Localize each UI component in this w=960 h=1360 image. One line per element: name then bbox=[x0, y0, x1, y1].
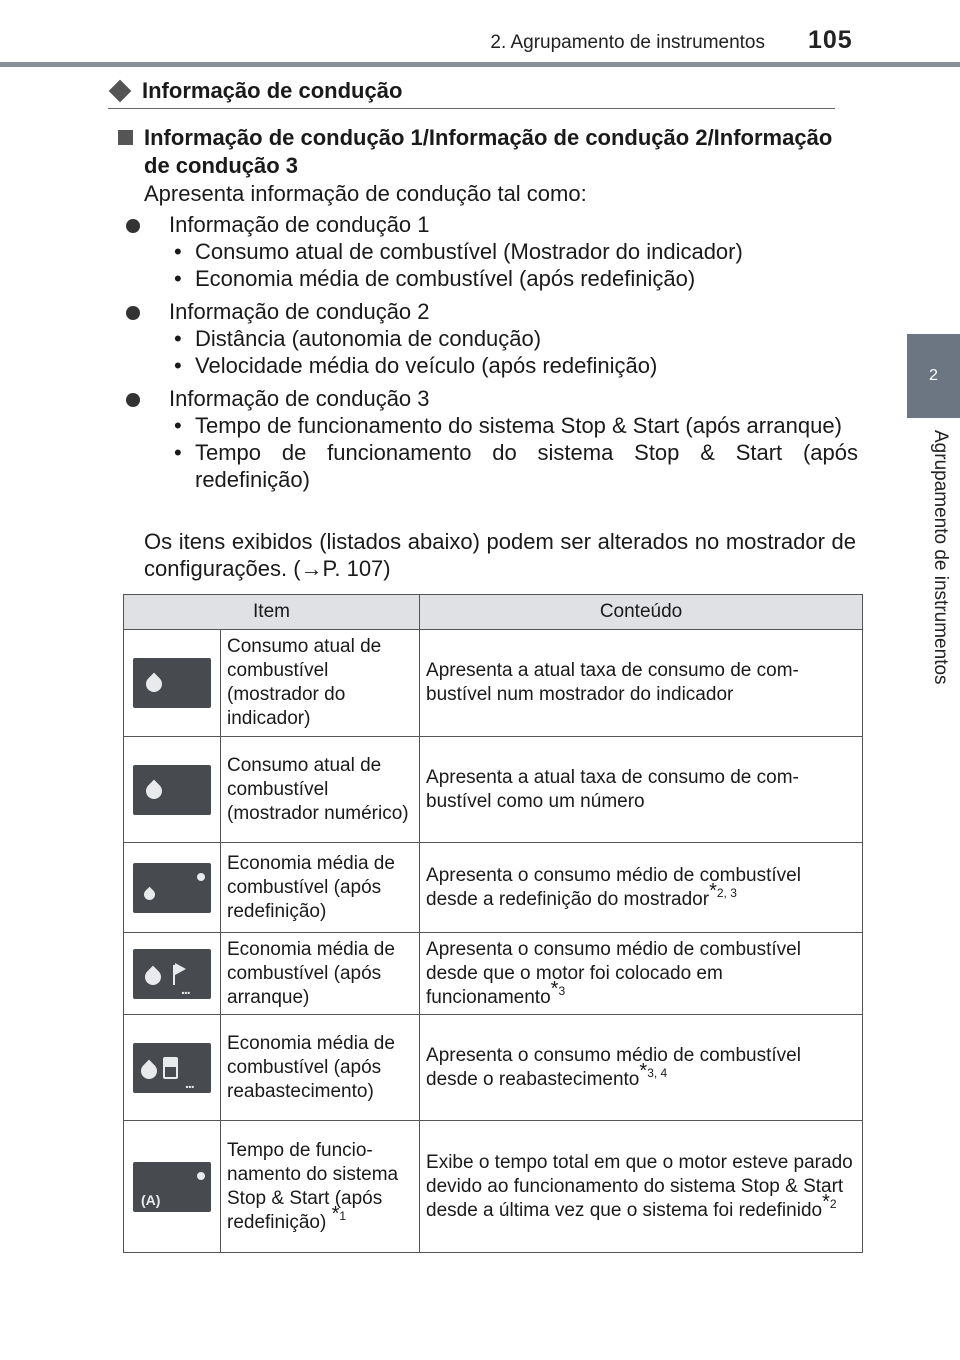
footnote-ref: 3, 4 bbox=[647, 1066, 668, 1081]
sub-bullet-mark: • bbox=[174, 326, 182, 351]
item-content: Exibe o tempo total em que o motor esteve parado devido ao funcionamento do sistema Stop & Start desde a última vez que o sistema foi redefinido bbox=[426, 1151, 853, 1221]
footnote-mark bbox=[331, 1203, 347, 1226]
sub-item bbox=[169, 412, 858, 439]
bullet-title: Informação de condução 2 bbox=[169, 299, 430, 324]
item-name: Economia média de combustível (após arranque) bbox=[221, 933, 420, 1015]
footnote-ref: 2, 3 bbox=[716, 886, 737, 901]
sub-item-text: Tempo de funcionamento do sistema Stop & Start (após redefinição) bbox=[195, 440, 858, 492]
items-table bbox=[123, 594, 863, 1253]
sub-bullet-mark: • bbox=[174, 353, 182, 378]
table-row bbox=[124, 933, 863, 1015]
header-item: Item bbox=[124, 595, 420, 630]
footnote-star: * bbox=[822, 1191, 830, 1214]
item-name: Tempo de funcionamento do sistema Stop & Start (após redefinição) bbox=[227, 1139, 399, 1233]
sub-item-text: Distância (autonomia de condução) bbox=[195, 326, 542, 351]
stop-start-icon bbox=[133, 1162, 211, 1212]
diamond-icon bbox=[109, 80, 132, 103]
intro-text: Apresenta informação de condução tal como: bbox=[144, 181, 587, 206]
bullet-dot-icon bbox=[126, 219, 140, 233]
sub-item bbox=[169, 325, 858, 352]
sub-heading-text: Informação de condução 1/Informação de condução 2/Informação de condução 3 bbox=[144, 125, 833, 178]
section-rule bbox=[108, 108, 835, 109]
bullet-dot-icon bbox=[126, 393, 140, 407]
table-row bbox=[124, 737, 863, 843]
header-rule bbox=[0, 62, 960, 67]
sub-item bbox=[169, 352, 858, 379]
sub-item bbox=[169, 265, 858, 292]
item-content: Apresenta a atual taxa de consumo de combustível num mostrador do indicador bbox=[420, 630, 863, 737]
bullet-item bbox=[118, 211, 858, 292]
sub-list bbox=[169, 238, 858, 292]
fuel-drop-reset-icon bbox=[133, 863, 211, 913]
sub-item-text: Velocidade média do veículo (após redefinição) bbox=[195, 353, 658, 378]
item-content: Apresenta o consumo médio de combustível desde o reabastecimento bbox=[426, 1044, 801, 1090]
side-tab bbox=[907, 334, 960, 418]
table-row bbox=[124, 1015, 863, 1121]
sub-item bbox=[169, 439, 858, 493]
table-row bbox=[124, 630, 863, 737]
item-name: Consumo atual de combustível (mostrador do indicador) bbox=[221, 630, 420, 737]
footnote-ref: 2 bbox=[829, 1197, 837, 1212]
square-bullet-icon bbox=[118, 130, 133, 145]
footnote-mark bbox=[639, 1060, 668, 1083]
item-name: Economia média de combustível (após redefinição) bbox=[221, 843, 420, 933]
footnote-star: * bbox=[550, 978, 559, 1001]
footnote-star: * bbox=[709, 880, 717, 903]
page-number: 105 bbox=[808, 26, 853, 54]
item-content: Apresenta o consumo médio de combustível desde a redefinição do mostrador bbox=[426, 864, 801, 910]
section-heading-text: Informação de condução bbox=[142, 78, 403, 103]
sub-list bbox=[169, 412, 858, 493]
fuel-drop-icon bbox=[133, 765, 211, 815]
bullet-item bbox=[118, 385, 858, 493]
footnote-ref: 3 bbox=[558, 984, 566, 999]
footnote-star: * bbox=[639, 1060, 648, 1083]
sub-item-text: Economia média de combustível (após redefinição) bbox=[195, 266, 696, 291]
sub-bullet-mark: • bbox=[174, 440, 182, 465]
side-tab-number: 2 bbox=[929, 367, 938, 384]
item-content: Apresenta a atual taxa de consumo de combustível como um número bbox=[420, 737, 863, 843]
bullet-list bbox=[118, 211, 858, 499]
footnote-mark bbox=[550, 978, 566, 1001]
sub-item-text: Tempo de funcionamento do sistema Stop & Start (após arranque) bbox=[195, 413, 842, 438]
fuel-drop-icon bbox=[133, 658, 211, 708]
sub-bullet-mark: • bbox=[174, 413, 182, 438]
header-content: Conteúdo bbox=[420, 595, 863, 630]
bullet-item bbox=[118, 298, 858, 379]
sub-list bbox=[169, 325, 858, 379]
stop-start-symbol: (A) bbox=[141, 1191, 161, 1208]
section-heading bbox=[108, 78, 838, 104]
side-tab-label: Agrupamento de instrumentos bbox=[930, 430, 951, 685]
ellipsis-text: ... bbox=[185, 1074, 194, 1091]
item-name: Consumo atual de combustível (mostrador numérico) bbox=[221, 737, 420, 843]
footnote-mark bbox=[709, 880, 737, 903]
chapter-title: 2. Agrupamento de instrumentos bbox=[490, 32, 765, 53]
sub-item-text: Consumo atual de combustível (Mostrador do indicador) bbox=[195, 239, 743, 264]
table-header-row bbox=[124, 595, 863, 630]
bullet-title: Informação de condução 1 bbox=[169, 212, 430, 237]
fuel-drop-pump-icon bbox=[133, 1043, 211, 1093]
item-name: Economia média de combustível (após reabastecimento) bbox=[221, 1015, 420, 1121]
sub-bullet-mark: • bbox=[174, 239, 182, 264]
bullet-title: Informação de condução 3 bbox=[169, 386, 430, 411]
table-row bbox=[124, 843, 863, 933]
sub-item bbox=[169, 238, 858, 265]
footnote-mark bbox=[822, 1191, 837, 1214]
outro-text: Os itens exibidos (listados abaixo) podem ser alterados no mostrador de configurações. (→P. 107) bbox=[144, 529, 856, 581]
footnote-ref: 1 bbox=[339, 1209, 347, 1224]
bullet-dot-icon bbox=[126, 306, 140, 320]
item-content: Apresenta o consumo médio de combustível desde que o motor foi colocado em funcionamento bbox=[426, 938, 801, 1008]
fuel-drop-flag-icon bbox=[133, 949, 211, 999]
footnote-star: * bbox=[331, 1203, 340, 1226]
sub-heading bbox=[118, 124, 838, 180]
sub-bullet-mark: • bbox=[174, 266, 182, 291]
table-row bbox=[124, 1121, 863, 1253]
ellipsis-text: ... bbox=[181, 980, 190, 997]
